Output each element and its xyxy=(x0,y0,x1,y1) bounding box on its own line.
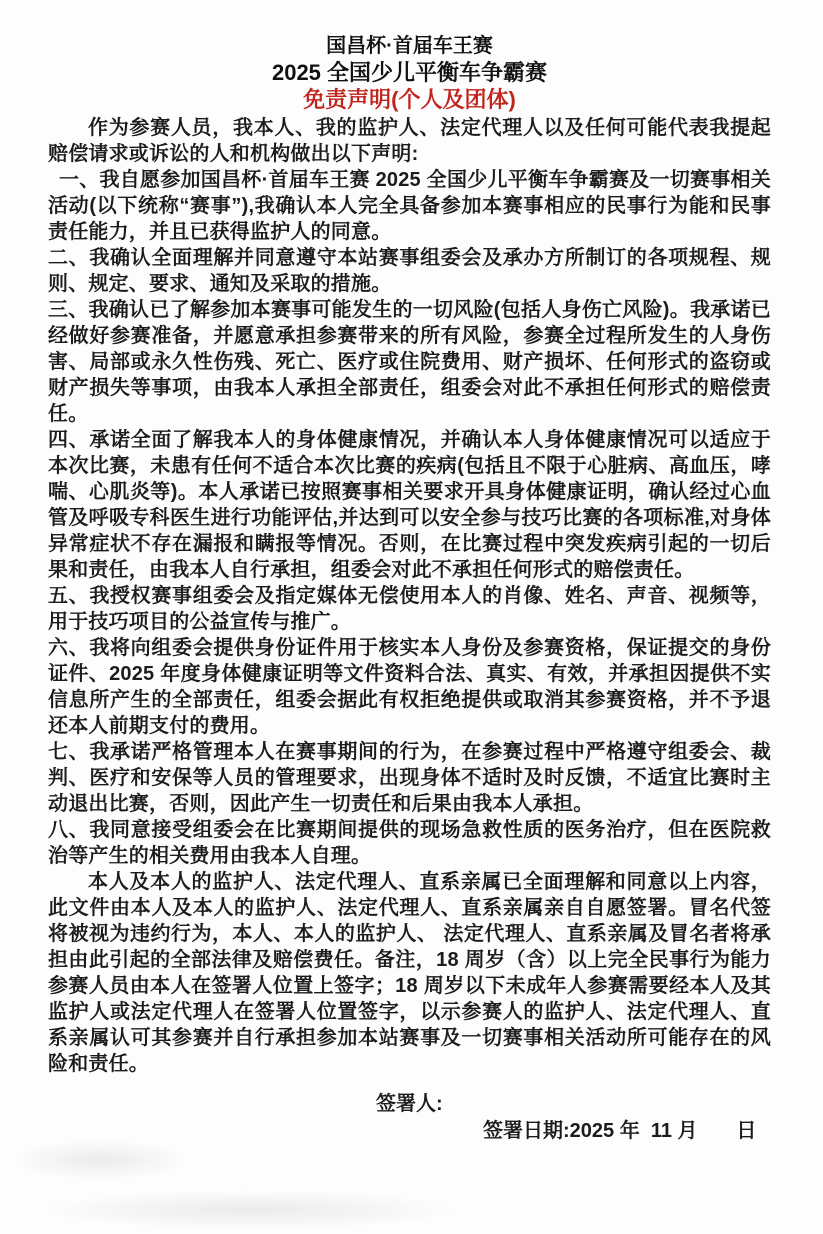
declaration-intro: 作为参赛人员，我本人、我的监护人、法定代理人以及任何可能代表我提起赔偿请求或诉讼的人和机构做出以下声明: xyxy=(48,117,771,165)
signature-date-line: 签署日期:2025 年 11 月 日 xyxy=(483,1120,757,1142)
clause-6-identity-documents: 六、我将向组委会提供身份证件用于核实本人身份及参赛资格，保证提交的身份证件、2025 年度身体健康证明等文件资料合法、真实、有效，并承担因提供不实信息所产生的全部责任，组委会据此有权拒绝提供或取消其参赛资格，并不予退还本人前期支付的费用。 xyxy=(48,637,771,737)
clause-5-media-rights: 五、我授权赛事组委会及指定媒体无偿使用本人的肖像、姓名、声音、视频等，用于技巧项目的公益宣传与推广。 xyxy=(48,585,771,633)
clause-3-risk-acceptance: 三、我确认已了解参加本赛事可能发生的一切风险(包括人身伤亡风险)。我承诺已经做好参赛准备，并愿意承担参赛带来的所有风险，参赛全过程所发生的人身伤害、局部或永久性伤残、死亡、医疗或住院费用、财产损坏、任何形式的盗窃或财产损失等事项，由我本人承担全部责任，组委会对此不承担任何形式的赔偿责任。 xyxy=(48,299,771,425)
clause-7-conduct: 七、我承诺严格管理本人在赛事期间的行为，在参赛过程中严格遵守组委会、裁判、医疗和安保等人员的管理要求，出现身体不适时及时反馈，不适宜比赛时主动退出比赛，否则，因此产生一切责任和后果由我本人承担。 xyxy=(48,741,771,815)
clause-1-voluntary-entry: 一、我自愿参加国昌杯·首届车王赛 2025 全国少儿平衡车争霸赛及一切赛事相关活动(以下统称“赛事”),我确认本人完全具备参加本赛事相应的民事行为能和民事责任能力，并且已获得监护人的同意。 xyxy=(48,169,771,243)
clause-4-health-condition: 四、承诺全面了解我本人的身体健康情况，并确认本人身体健康情况可以适应于本次比赛，未患有任何不适合本次比赛的疾病(包括且不限于心脏病、高血压，哮喘、心肌炎等)。本人承诺已按照赛事相关要求开具身体健康证明，确认经过心血管及呼吸专科医生进行功能评估,并达到可以安全参与技巧比赛的各项标准,对身体异常症状不存在漏报和瞒报等情况。否则，在比赛过程中突发疾病引起的一切后果和责任，由我本人自行承担，组委会对此不承担任何形式的赔偿责任。 xyxy=(48,429,771,581)
clause-2-rules-compliance: 二、我确认全面理解并同意遵守本站赛事组委会及承办方所制订的各项规程、规则、规定、要求、通知及采取的措施。 xyxy=(48,247,771,295)
scan-smudge xyxy=(10,1140,190,1180)
event-subtitle: 2025 全国少儿平衡车争霸赛 xyxy=(271,60,548,85)
signature-block xyxy=(48,1091,771,1145)
acknowledgement-paragraph: 本人及本人的监护人、法定代理人、直系亲属已全面理解和同意以上内容，此文件由本人及本人的监护人、法定代理人、直系亲属亲自自愿签署。冒名代签将被视为违约行为，本人、本人的监护人、 法定代理人、直系亲属及冒名者将承担由此引起的全部法律及赔偿费任。备注，18 周岁（含）以上完全民事行为能力参赛人员由本人在签署人位置上签字；18 周岁以下未成年人参赛需要经本人及其监护人或法定代理人在签署人位置签字，以示参赛人的监护人、法定代理人、直系亲属认可其参赛并自行承担参加本站赛事及一切赛事相关活动所可能存在的风险和责任。 xyxy=(48,871,771,1075)
scan-smudge xyxy=(40,1190,460,1230)
disclaimer-heading: 免责声明(个人及团体) xyxy=(303,87,516,112)
clause-8-medical-treatment: 八、我同意接受组委会在比赛期间提供的现场急救性质的医务治疗，但在医院救治等产生的相关费用由我本人自理。 xyxy=(48,819,771,867)
disclaimer-body xyxy=(48,115,771,1077)
signer-label: 签署人: xyxy=(376,1093,443,1115)
event-title: 国昌杯·首届车王赛 xyxy=(326,35,493,57)
